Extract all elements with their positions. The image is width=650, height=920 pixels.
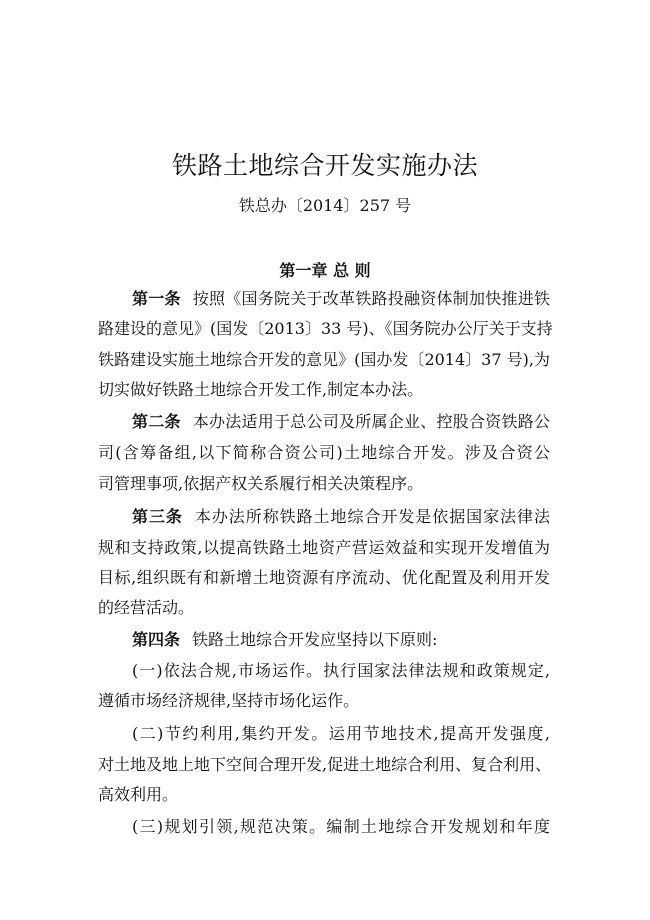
article1-line3: 铁路建设实施土地综合开发的意见》(国办发〔2014〕37 号),为	[98, 350, 550, 369]
article4-p2-line2: 对土地及地上地下空间合理开发,促进土地综合利用、复合利用、	[98, 755, 552, 774]
article4-p3-line1: (三)规划引领,规范决策。编制土地综合开发规划和年度	[132, 817, 550, 836]
article4-p2-line3: 高效利用。	[98, 785, 179, 804]
article4-line1: 第四条 铁路土地综合开发应坚持以下原则:	[132, 630, 438, 649]
article3-line1: 第三条 本办法所称铁路土地综合开发是依据国家法律法	[132, 507, 550, 526]
article2-line1: 第二条 本办法适用于总公司及所属企业、控股合资铁路公	[132, 412, 550, 431]
article2-label: 第二条	[132, 412, 181, 431]
article2-line3: 司管理事项,依据产权关系履行相关决策程序。	[98, 474, 424, 493]
article4-label: 第四条	[132, 630, 181, 649]
article4-p1-line1: (一)依法合规,市场运作。执行国家法律法规和政策规定,	[132, 661, 550, 680]
article2-line2: 司(含筹备组,以下简称合资公司)土地综合开发。涉及合资公	[98, 443, 550, 462]
document-number: 铁总办〔2014〕257 号	[238, 196, 412, 215]
article1-line2: 路建设的意见》(国发〔2013〕33 号)、《国务院办公厅关于支持	[98, 319, 553, 338]
article1-line1: 第一条 按照《国务院关于改革铁路投融资体制加快推进铁	[132, 289, 550, 308]
article1-label: 第一条	[132, 289, 181, 308]
article3-line3: 目标,组织既有和新增土地资源有序流动、优化配置及利用开发	[98, 568, 550, 587]
article3-line2: 规和支持政策,以提高铁路土地资产营运效益和实现开发增值为	[98, 538, 550, 557]
document-title: 铁路土地综合开发实施办法	[171, 151, 478, 180]
article3-label: 第三条	[132, 507, 183, 526]
article4-p2-line1: (二)节约利用,集约开发。运用节地技术,提高开发强度,	[132, 724, 550, 743]
article4-p1-line2: 遵循市场经济规律,坚持市场化运作。	[98, 691, 360, 710]
article1-line4: 切实做好铁路土地综合开发工作,制定本办法。	[98, 380, 424, 399]
chapter-heading: 第一章 总 则	[279, 261, 371, 280]
article3-line4: 的经营活动。	[98, 598, 195, 617]
